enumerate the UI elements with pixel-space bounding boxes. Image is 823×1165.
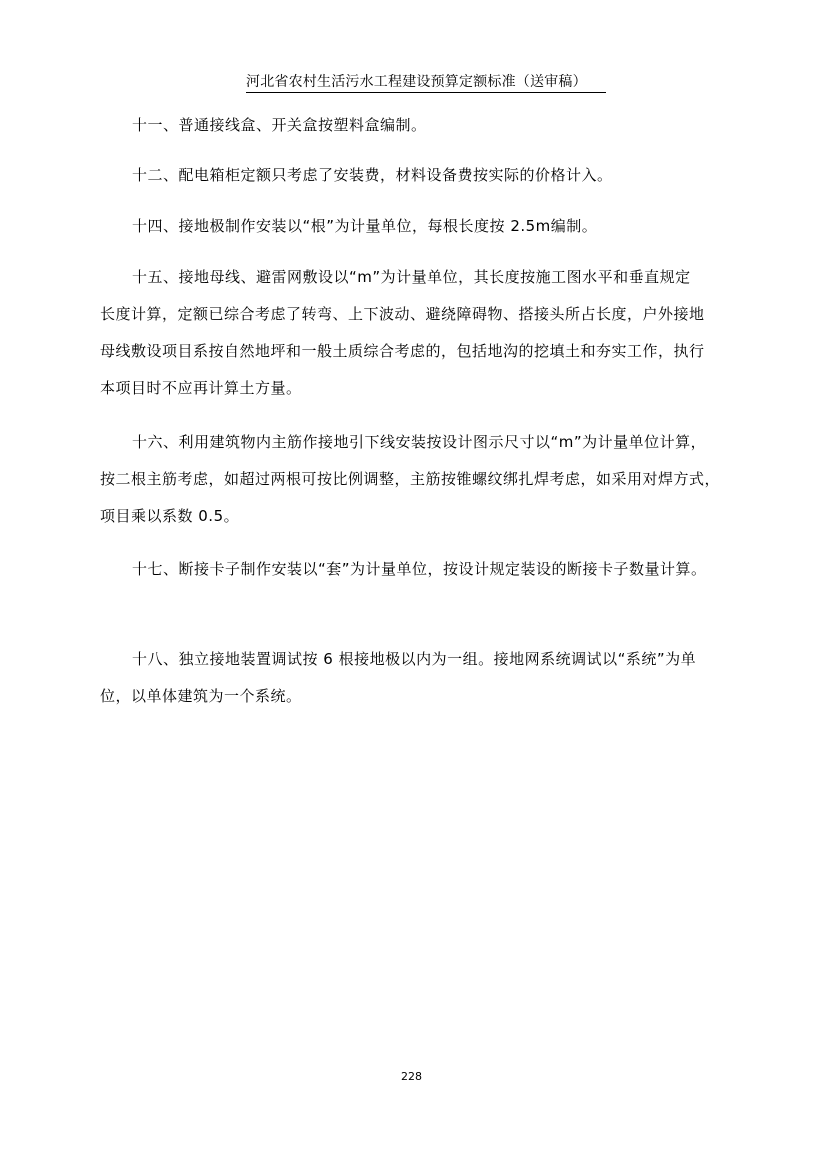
page-header-title: 河北省农村生活污水工程建设预算定额标准（送审稿） [246, 72, 606, 93]
paragraph-line: 十二、配电箱柜定额只考虑了安装费，材料设备费按实际的价格计入。 [132, 166, 613, 184]
paragraph-line: 项目乘以系数 0.5。 [100, 507, 240, 525]
paragraph-line: 十一、普通接线盒、开关盒按塑料盒编制。 [132, 116, 427, 134]
paragraph-item-12 [100, 157, 765, 194]
paragraph-line: 长度计算，定额已综合考虑了转弯、上下波动、避绕障碍物、搭接头所占长度，户外接地 [100, 305, 705, 323]
paragraph-line: 位，以单体建筑为一个系统。 [100, 687, 302, 705]
paragraph-line: 十八、独立接地装置调试按 6 根接地极以内为一组。接地网系统调试以“系统”为单 [132, 650, 697, 668]
paragraph-line: 十六、利用建筑物内主筋作接地引下线安装按设计图示尺寸以“m”为计量单位计算， [132, 433, 707, 451]
paragraph-item-14 [100, 208, 765, 245]
paragraph-item-15 [100, 259, 765, 407]
paragraph-line: 十四、接地极制作安装以“根”为计量单位，每根长度按 2.5m编制。 [132, 217, 598, 235]
paragraph-item-11 [100, 107, 765, 144]
paragraph-item-16 [100, 424, 765, 535]
paragraph-line: 十五、接地母线、避雷网敷设以“m”为计量单位，其长度按施工图水平和垂直规定 [132, 268, 691, 286]
paragraph-line: 母线敷设项目系按自然地坪和一般土质综合考虑的，包括地沟的挖填土和夯实工作，执行 [100, 342, 705, 360]
paragraph-line: 按二根主筋考虑，如超过两根可按比例调整，主筋按锥螺纹绑扎焊考虑，如采用对焊方式， [100, 470, 721, 488]
paragraph-line: 十七、断接卡子制作安装以“套”为计量单位，按设计规定装设的断接卡子数量计算。 [132, 560, 707, 578]
page-number: 228 [401, 1070, 422, 1083]
paragraph-item-18 [100, 641, 765, 715]
paragraph-line: 本项目时不应再计算土方量。 [100, 379, 302, 397]
paragraph-item-17 [100, 551, 765, 588]
